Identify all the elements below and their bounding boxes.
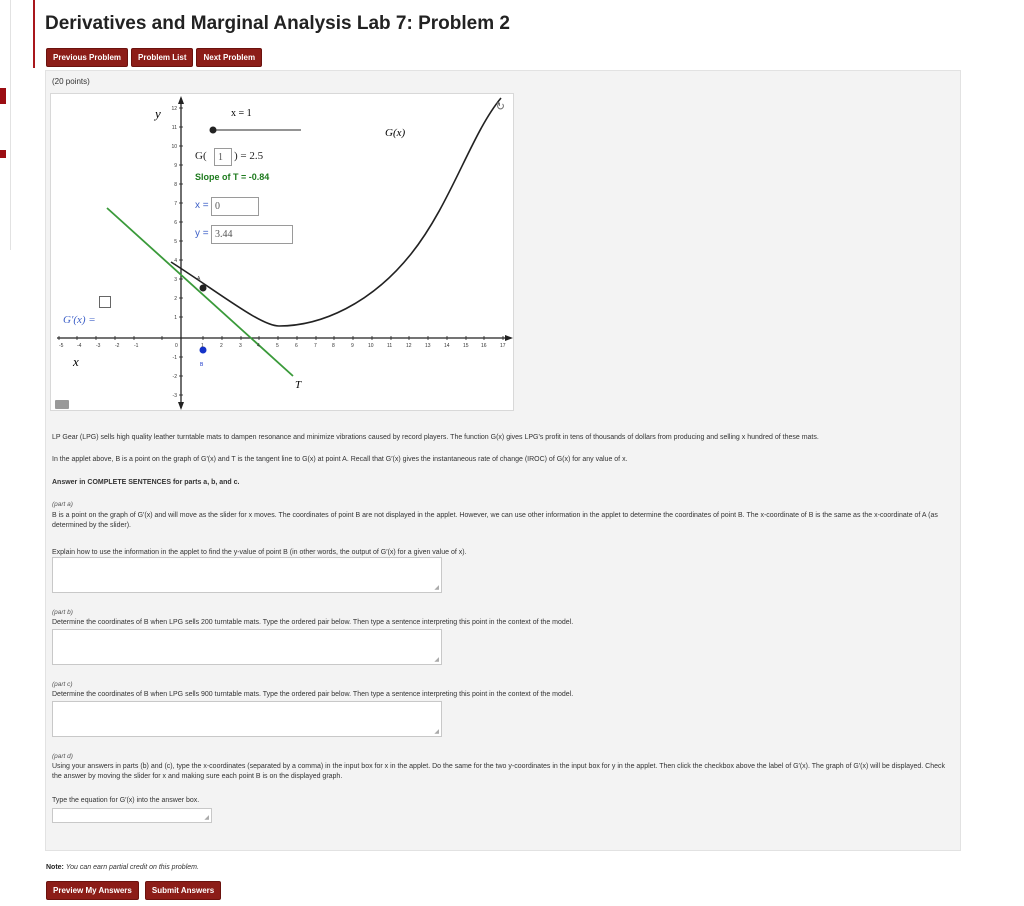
y-tick-labels <box>171 106 177 399</box>
rail-marker <box>0 88 6 104</box>
y-axis-arrow-down <box>178 402 184 410</box>
y-tick-label: 4 <box>174 258 177 264</box>
left-rail <box>0 0 11 250</box>
g-function-prefix: G( <box>195 150 207 162</box>
part-a-prompt: Explain how to use the information in the applet to find the y-value of point B (in other words, the output of G′(x) for a given value of x). <box>52 549 467 556</box>
preview-answers-button[interactable]: Preview My Answers <box>46 881 139 900</box>
y-tick-label: 2 <box>174 296 177 302</box>
x-tick-label: 5 <box>276 343 279 349</box>
previous-problem-button[interactable]: Previous Problem <box>46 48 128 67</box>
x-tick-label: 17 <box>500 343 506 349</box>
problem-panel <box>45 70 961 851</box>
y-tick-label: 1 <box>174 315 177 321</box>
y-tick-label: -3 <box>172 393 177 399</box>
submit-answers-button[interactable]: Submit Answers <box>145 881 221 900</box>
x-tick-label: -3 <box>96 343 101 349</box>
applet-description: In the applet above, B is a point on the graph of G′(x) and T is the tangent line to G(x) at point A. Recall that G′(x) gives the instantaneous rate of change (IROC) of G(x) for any value of x. <box>52 456 628 463</box>
x-tick-label: 6 <box>295 343 298 349</box>
y-tick-label: 6 <box>174 220 177 226</box>
x-tick-label: 7 <box>314 343 317 349</box>
y-coordinates-input[interactable]: 3.44 <box>211 225 293 244</box>
g-function-input[interactable]: 1 <box>214 148 232 166</box>
x-tick-label: 13 <box>425 343 431 349</box>
x-input-label: x = <box>195 200 209 211</box>
y-tick-label: 7 <box>174 201 177 207</box>
x-tick-label: 9 <box>351 343 354 349</box>
y-input-label: y = <box>195 228 209 239</box>
geogebra-applet[interactable] <box>50 93 514 411</box>
y-tick-label: -1 <box>172 355 177 361</box>
point-a-label: A <box>197 276 201 282</box>
tangent-label: T <box>295 379 302 391</box>
partial-credit-note <box>46 864 199 871</box>
problem-list-button[interactable]: Problem List <box>131 48 193 67</box>
keyboard-icon[interactable] <box>55 400 69 409</box>
y-tick-label: 10 <box>171 144 177 150</box>
x-tick-label: 14 <box>444 343 450 349</box>
x-axis-label: x <box>73 354 79 369</box>
x-tick-label: 3 <box>239 343 242 349</box>
slider-label: x = 1 <box>231 108 252 119</box>
answer-instruction: Answer in COMPLETE SENTENCES for parts a, b, and c. <box>52 479 240 486</box>
x-tick-label: 12 <box>406 343 412 349</box>
x-tick-label: 1 <box>201 343 204 349</box>
part-b-text: Determine the coordinates of B when LPG sells 200 turntable mats. Type the ordered pair below. Then type a sentence interpreting this point in the context of the model. <box>52 619 574 626</box>
resize-grip-icon[interactable]: ◢ <box>434 585 439 591</box>
point-b-label: B <box>200 362 204 368</box>
resize-grip-icon[interactable]: ◢ <box>434 729 439 735</box>
part-a-label: (part a) <box>52 501 73 508</box>
y-tick-label: 3 <box>174 277 177 283</box>
g-function-suffix: ) = 2.5 <box>234 150 264 162</box>
problem-navigation <box>46 48 262 67</box>
y-tick-label: 12 <box>171 106 177 112</box>
answer-actions <box>46 881 221 900</box>
part-c-answer-box[interactable] <box>52 701 442 737</box>
x-tick-label: 4 <box>257 343 260 349</box>
y-tick-label: -2 <box>172 374 177 380</box>
x-tick-label: 0 <box>175 343 178 349</box>
note-label: Note: <box>46 864 64 871</box>
x-tick-label: -4 <box>77 343 82 349</box>
points-label: (20 points) <box>52 77 90 86</box>
x-tick-label: -5 <box>59 343 64 349</box>
x-tick-label: 16 <box>481 343 487 349</box>
x-tick-label: 8 <box>332 343 335 349</box>
resize-grip-icon[interactable]: ◢ <box>434 657 439 663</box>
applet-graph[interactable] <box>51 94 513 410</box>
y-tick-label: 5 <box>174 239 177 245</box>
part-c-label: (part c) <box>52 681 73 688</box>
x-tick-label: 11 <box>387 343 393 349</box>
next-problem-button[interactable]: Next Problem <box>196 48 262 67</box>
curve-label: G(x) <box>385 127 406 139</box>
x-slider-handle <box>210 127 217 134</box>
x-tick-label: 10 <box>368 343 374 349</box>
part-b-answer-box[interactable] <box>52 629 442 665</box>
part-d-label: (part d) <box>52 753 73 760</box>
y-tick-label: 8 <box>174 182 177 188</box>
x-tick-labels <box>59 343 506 349</box>
x-tick-label: 15 <box>463 343 469 349</box>
slope-of-t-text: Slope of T = -0.84 <box>195 172 270 182</box>
part-c-text: Determine the coordinates of B when LPG sells 900 turntable mats. Type the ordered pair below. Then type a sentence interpreting this point in the context of the model. <box>52 691 574 698</box>
page-title: Derivatives and Marginal Analysis Lab 7: Problem 2 <box>45 13 510 34</box>
title-accent-line <box>33 0 35 68</box>
x-tick-label: 2 <box>220 343 223 349</box>
y-axis-label: y <box>155 106 161 121</box>
x-coordinates-input[interactable]: 0 <box>211 197 259 216</box>
show-gprime-checkbox[interactable] <box>99 296 111 308</box>
y-tick-label: 9 <box>174 163 177 169</box>
refresh-icon[interactable]: ↻ <box>495 101 505 113</box>
part-d-prompt: Type the equation for G′(x) into the answer box. <box>52 797 200 804</box>
point-a <box>200 285 207 292</box>
resize-grip-icon[interactable]: ◢ <box>204 815 209 821</box>
part-d-answer-box[interactable] <box>52 808 212 823</box>
part-b-label: (part b) <box>52 609 73 616</box>
rail-marker <box>0 150 6 158</box>
part-d-text: Using your answers in parts (b) and (c), type the x-coordinates (separated by a comma) in the input box for x in the applet. Do the same for the two y-coordinates in the input box for y in the applet. Then click the checkbox above the label of G′(x). The graph of G′(x) will be displayed. Check the answer by moving the slider for x and making sure each point B is on the displayed graph. <box>52 763 945 780</box>
gprime-label: G′(x) = <box>63 314 96 326</box>
y-tick-label: 11 <box>171 125 177 131</box>
part-a-answer-box[interactable] <box>52 557 442 593</box>
x-axis-arrow <box>505 335 513 341</box>
x-tick-label: -2 <box>115 343 120 349</box>
y-axis-arrow <box>178 96 184 104</box>
part-a-text: B is a point on the graph of G′(x) and will move as the slider for x moves. The coordinates of point B are not displayed in the applet. However, we can use other information in the applet to determine the coordinates of point B. The x-coordinate of B is the same as the x-coordinate of A (as determined by the slider). <box>52 512 938 529</box>
x-tick-label: -1 <box>134 343 139 349</box>
problem-intro: LP Gear (LPG) sells high quality leather turntable mats to dampen resonance and minimize vibrations caused by record players. The function G(x) gives LPG's profit in tens of thousands of dollars from producing and selling x hundred of these mats. <box>52 434 819 441</box>
note-text: You can earn partial credit on this problem. <box>65 864 199 871</box>
